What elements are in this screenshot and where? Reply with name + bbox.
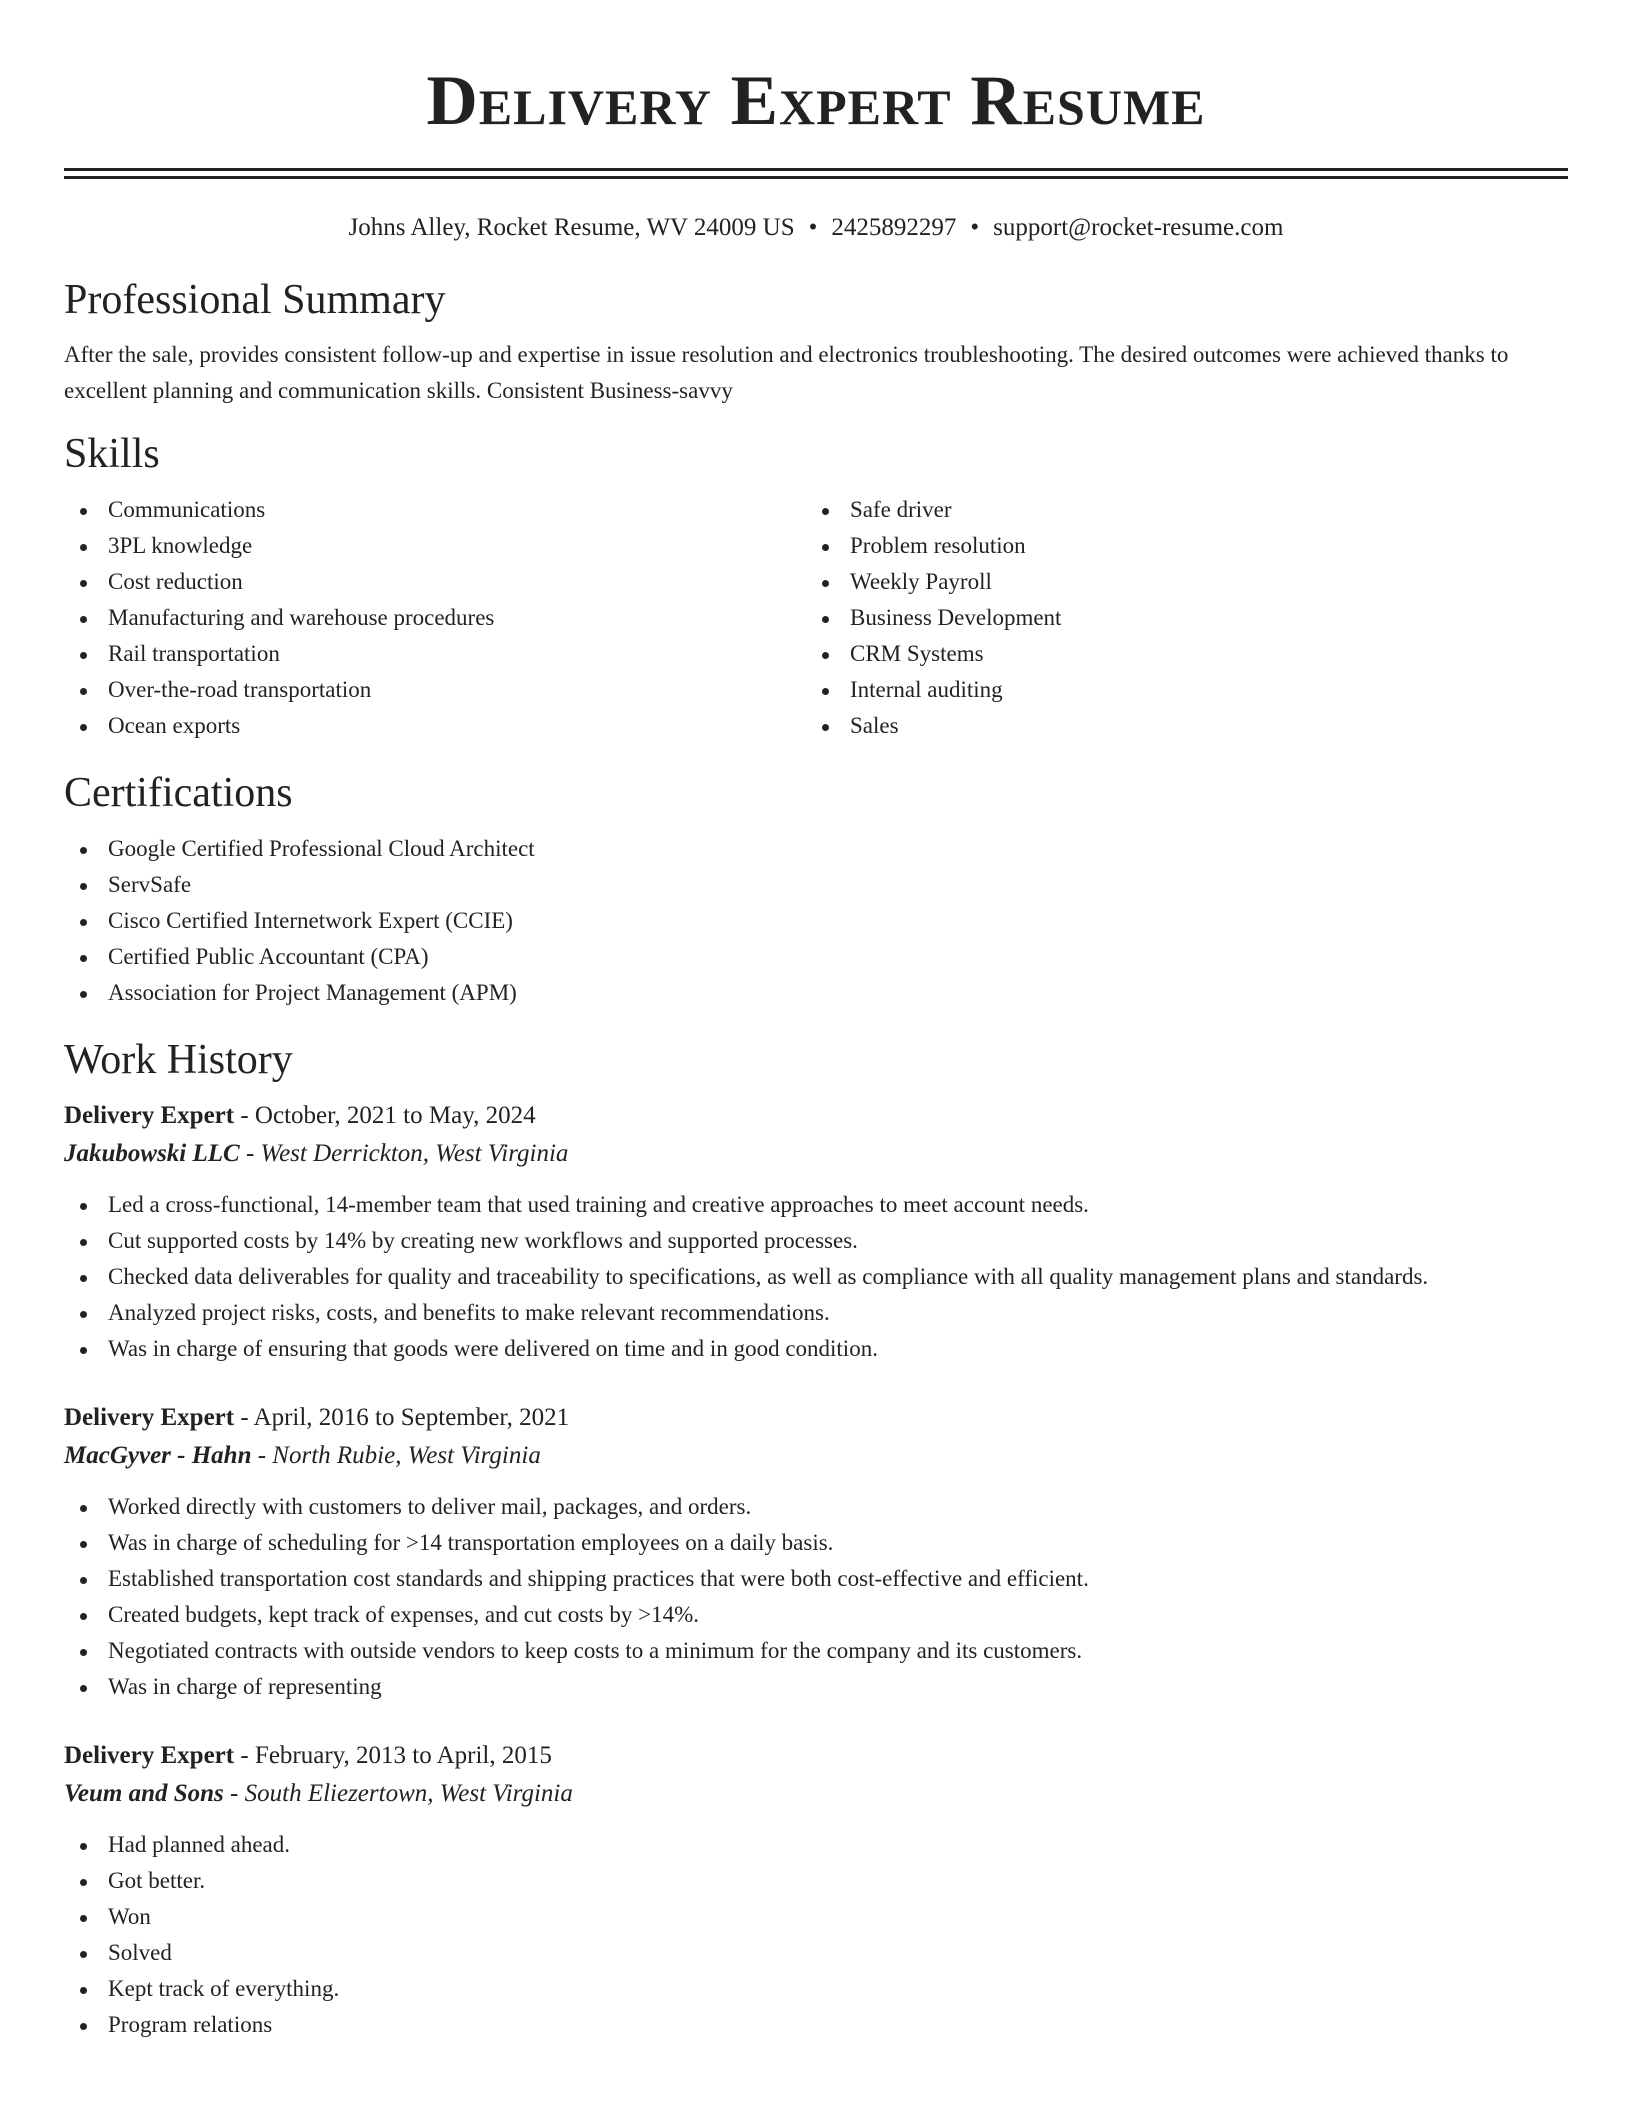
job-title: Delivery Expert [64, 1742, 235, 1769]
contact-address: Johns Alley, Rocket Resume, WV 24009 US [348, 214, 795, 241]
company-name: MacGyver - Hahn [64, 1442, 252, 1469]
skill-item: Ocean exports [64, 708, 806, 744]
job-bullets [64, 1187, 1568, 1367]
contact-separator: • [808, 214, 818, 241]
job-bullet: Was in charge of scheduling for >14 transportation employees on a daily basis. [64, 1525, 1568, 1561]
job-bullet: Established transportation cost standards and shipping practices that were both cost-effective and efficient. [64, 1561, 1568, 1597]
job-title-line [64, 1737, 1568, 1775]
job-title: Delivery Expert [64, 1102, 235, 1129]
job-bullet: Solved [64, 1935, 1568, 1971]
title-divider [64, 168, 1568, 179]
contact-phone: 2425892297 [831, 214, 957, 241]
job-bullet: Checked data deliverables for quality and traceability to specifications, as well as compliance with all quality management plans and standards. [64, 1259, 1568, 1295]
company-name: Jakubowski LLC [64, 1140, 240, 1167]
job-bullet: Worked directly with customers to deliver mail, packages, and orders. [64, 1489, 1568, 1525]
job-bullet: Analyzed project risks, costs, and benefits to make relevant recommendations. [64, 1295, 1568, 1331]
company-line [64, 1437, 1568, 1475]
job-bullet: Led a cross-functional, 14-member team that used training and creative approaches to meet account needs. [64, 1187, 1568, 1223]
skill-item: Rail transportation [64, 636, 806, 672]
job-bullet: Was in charge of ensuring that goods were delivered on time and in good condition. [64, 1331, 1568, 1367]
certifications-heading: Certifications [64, 770, 293, 816]
job-entry [64, 1737, 1568, 2043]
job-bullet: Was in charge of representing [64, 1669, 1568, 1705]
job-bullets [64, 1489, 1568, 1705]
page-title: Delivery Expert Resume [426, 62, 1206, 140]
contact-separator: • [970, 214, 980, 241]
job-dates: - February, 2013 to April, 2015 [234, 1742, 552, 1769]
skill-item: Cost reduction [64, 564, 806, 600]
work-history-heading: Work History [64, 1037, 293, 1083]
skills-column-left [64, 492, 806, 744]
certification-item: Association for Project Management (APM) [64, 975, 1568, 1011]
skill-item: Safe driver [806, 492, 1548, 528]
skill-item: Problem resolution [806, 528, 1548, 564]
company-location: - South Eliezertown, West Virginia [223, 1780, 573, 1807]
skill-item: CRM Systems [806, 636, 1548, 672]
skills-column-right [806, 492, 1548, 744]
job-entry [64, 1399, 1568, 1705]
certification-item: Cisco Certified Internetwork Expert (CCIE) [64, 903, 1568, 939]
certification-item: Certified Public Accountant (CPA) [64, 939, 1568, 975]
skill-item: 3PL knowledge [64, 528, 806, 564]
job-dates: - October, 2021 to May, 2024 [234, 1102, 536, 1129]
skill-item: Business Development [806, 600, 1548, 636]
skills-list [64, 492, 1568, 744]
job-bullet: Cut supported costs by 14% by creating new workflows and supported processes. [64, 1223, 1568, 1259]
job-bullet: Had planned ahead. [64, 1827, 1568, 1863]
skill-item: Internal auditing [806, 672, 1548, 708]
job-dates: - April, 2016 to September, 2021 [234, 1404, 570, 1431]
job-entry [64, 1097, 1568, 1367]
job-bullet: Negotiated contracts with outside vendors to keep costs to a minimum for the company and its customers. [64, 1633, 1568, 1669]
skill-item: Over-the-road transportation [64, 672, 806, 708]
job-bullet: Won [64, 1899, 1568, 1935]
job-bullets [64, 1827, 1568, 2043]
company-name: Veum and Sons [64, 1780, 224, 1807]
job-title-line [64, 1399, 1568, 1437]
certifications-list [64, 831, 1568, 1011]
contact-email: support@rocket-resume.com [993, 214, 1284, 241]
certification-item: Google Certified Professional Cloud Architect [64, 831, 1568, 867]
company-line [64, 1775, 1568, 1813]
job-bullet: Got better. [64, 1863, 1568, 1899]
skill-item: Sales [806, 708, 1548, 744]
skill-item: Communications [64, 492, 806, 528]
skill-item: Weekly Payroll [806, 564, 1548, 600]
summary-heading: Professional Summary [64, 277, 446, 323]
skills-heading: Skills [64, 431, 160, 477]
job-bullet: Kept track of everything. [64, 1971, 1568, 2007]
contact-line [64, 213, 1568, 243]
skill-item: Manufacturing and warehouse procedures [64, 600, 806, 636]
company-location: - West Derrickton, West Virginia [239, 1140, 569, 1167]
job-bullet: Program relations [64, 2007, 1568, 2043]
summary-text: After the sale, provides consistent follow-up and expertise in issue resolution and electronics troubleshooting. The desired outcomes were achieved thanks to excellent planning and communication skills. Consistent Business-savvy [64, 342, 1509, 403]
job-title-line [64, 1097, 1568, 1135]
job-bullet: Created budgets, kept track of expenses, and cut costs by >14%. [64, 1597, 1568, 1633]
resume-page [64, 0, 1568, 2043]
certification-item: ServSafe [64, 867, 1568, 903]
company-location: - North Rubie, West Virginia [251, 1442, 541, 1469]
job-title: Delivery Expert [64, 1404, 235, 1431]
company-line [64, 1135, 1568, 1173]
